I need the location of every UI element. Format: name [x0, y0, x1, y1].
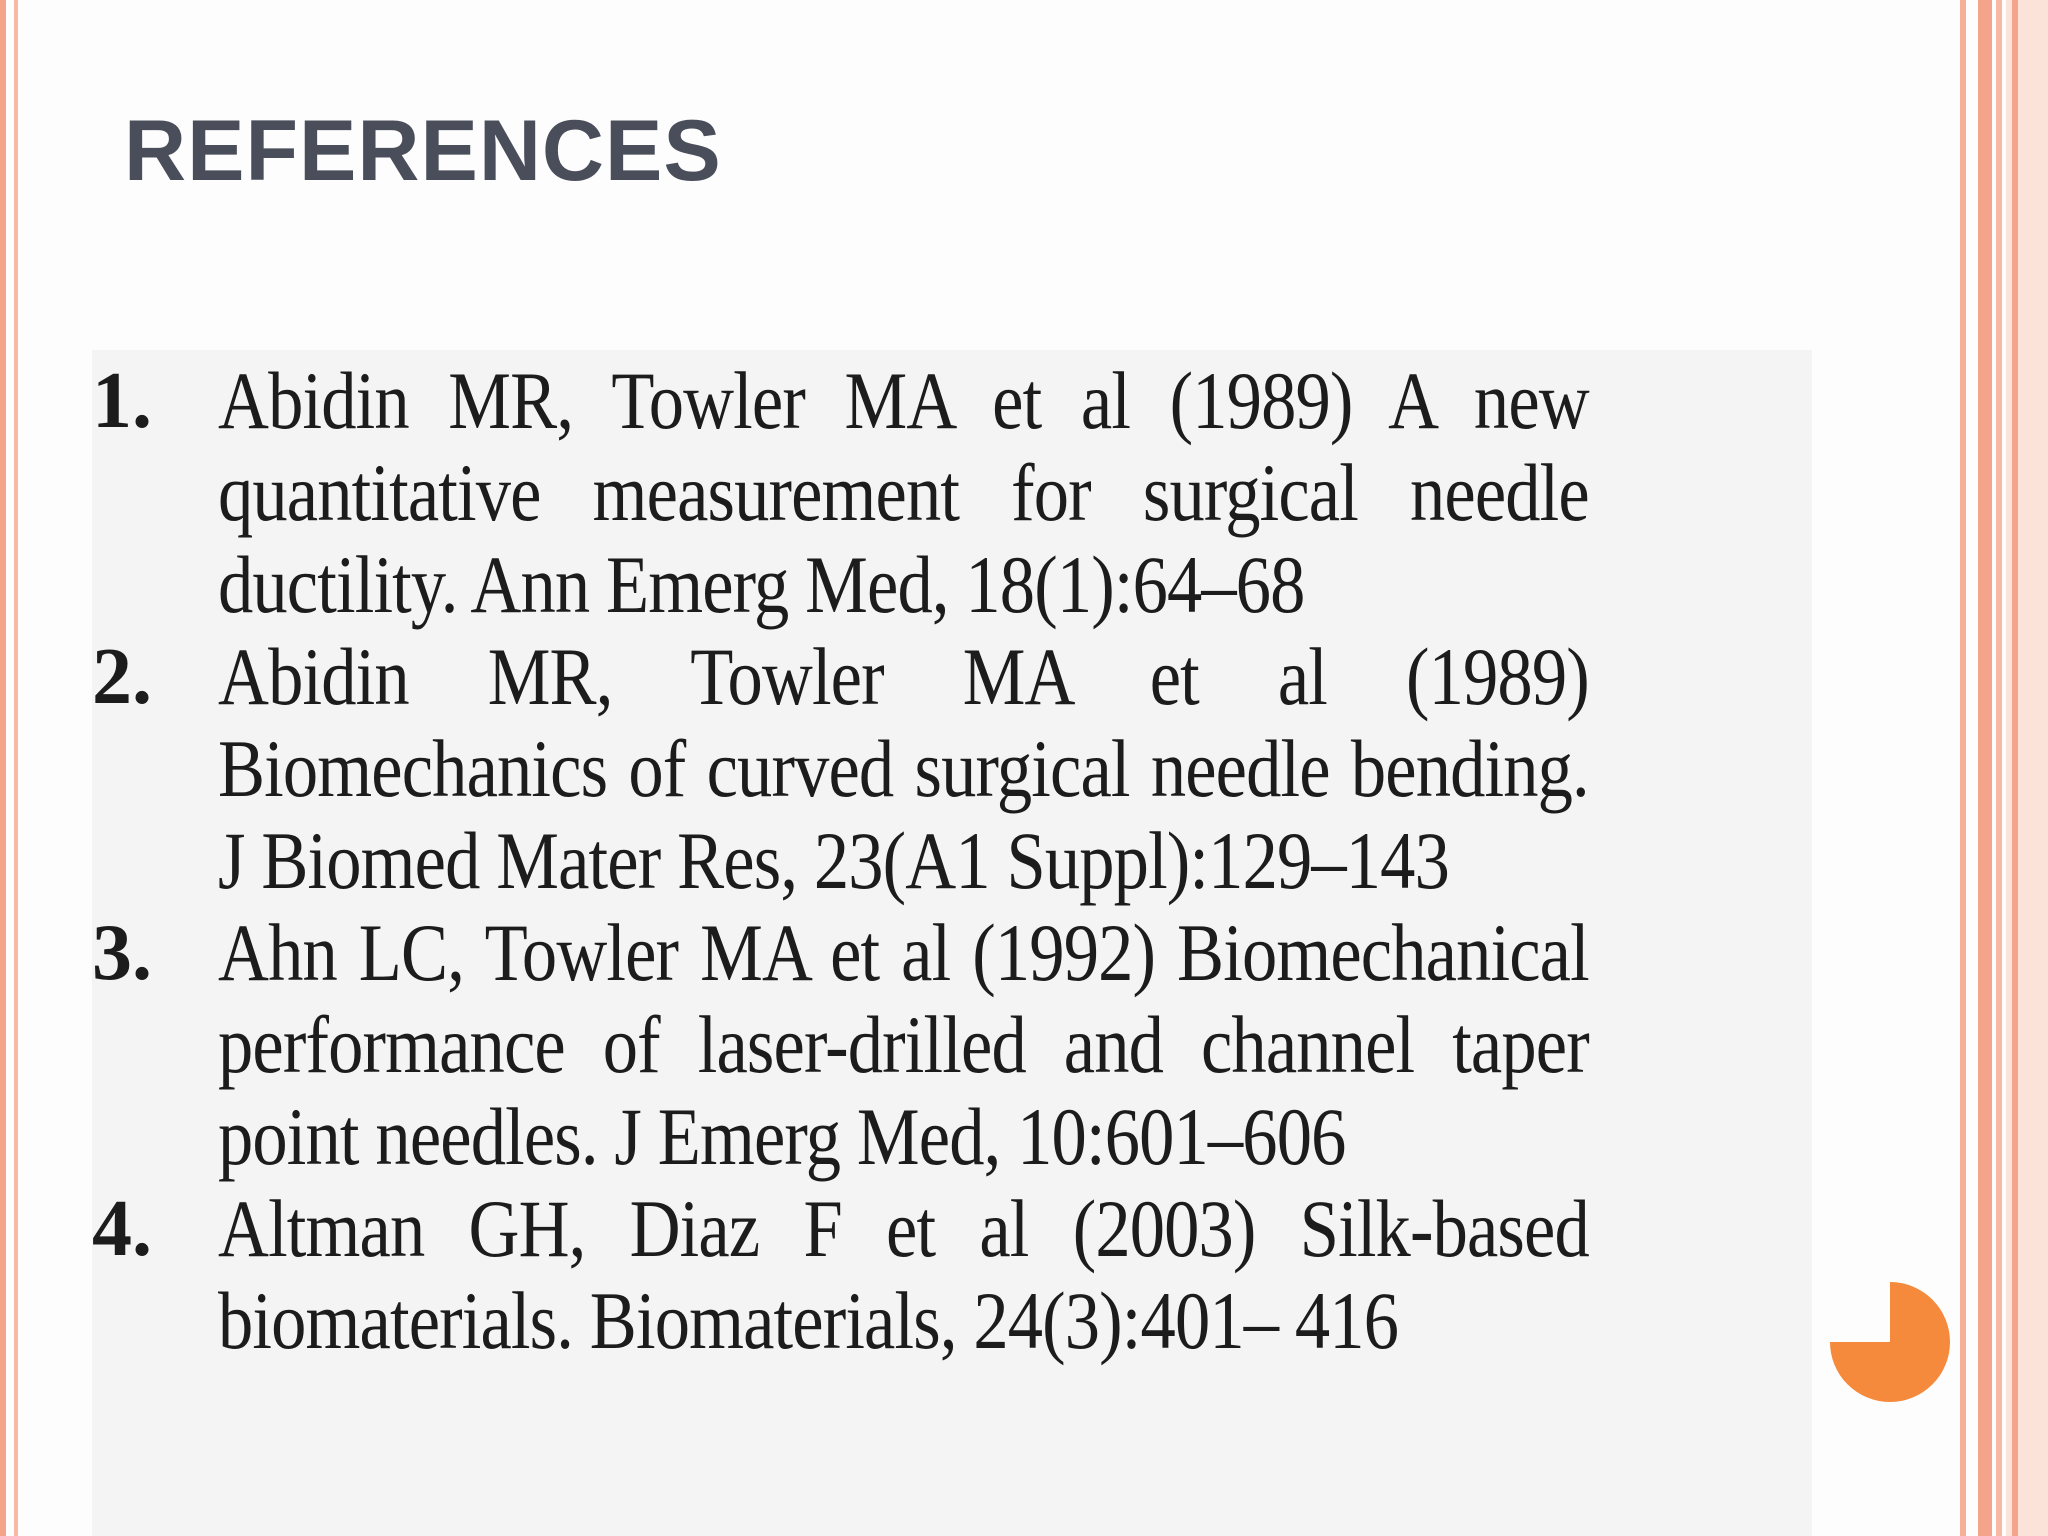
corner-arc-shape: [1830, 1282, 1950, 1402]
right-border-band: [1978, 0, 1992, 1536]
left-border-line: [0, 0, 6, 1536]
reference-item: [92, 907, 1812, 1183]
reference-item: [92, 1183, 1812, 1367]
reference-item: [92, 631, 1812, 907]
reference-number: 2.: [92, 633, 152, 721]
right-border-line-outer: [2012, 0, 2018, 1536]
reference-number: 4.: [92, 1185, 152, 1273]
reference-number: 3.: [92, 909, 152, 997]
right-border-line: [1960, 0, 1966, 1536]
reference-text: Ahn LC, Towler MA et al (1992) Biomechanical performance of laser-drilled and channel taper point needles. J Emerg Med, 10:601–606: [218, 907, 1589, 1182]
reference-number: 1.: [92, 357, 152, 445]
reference-text: Altman GH, Diaz F et al (2003) Silk-based biomaterials. Biomaterials, 24(3):401– 416: [218, 1183, 1589, 1366]
quarter-circle-decoration-icon: [1828, 1280, 1952, 1404]
reference-list: [92, 355, 1812, 1367]
reference-item: [92, 355, 1812, 631]
reference-text: Abidin MR, Towler MA et al (1989) Biomechanics of curved surgical needle bending. J Biomed Mater Res, 23(A1 Suppl):129–143: [218, 631, 1589, 906]
slide-title: REFERENCES: [124, 103, 722, 199]
left-border-line-inner: [14, 0, 18, 1536]
right-border-line-inner: [1996, 0, 2002, 1536]
reference-text: Abidin MR, Towler MA et al (1989) A new quantitative measurement for surgical needle ductility. Ann Emerg Med, 18(1):64–68: [218, 355, 1589, 630]
